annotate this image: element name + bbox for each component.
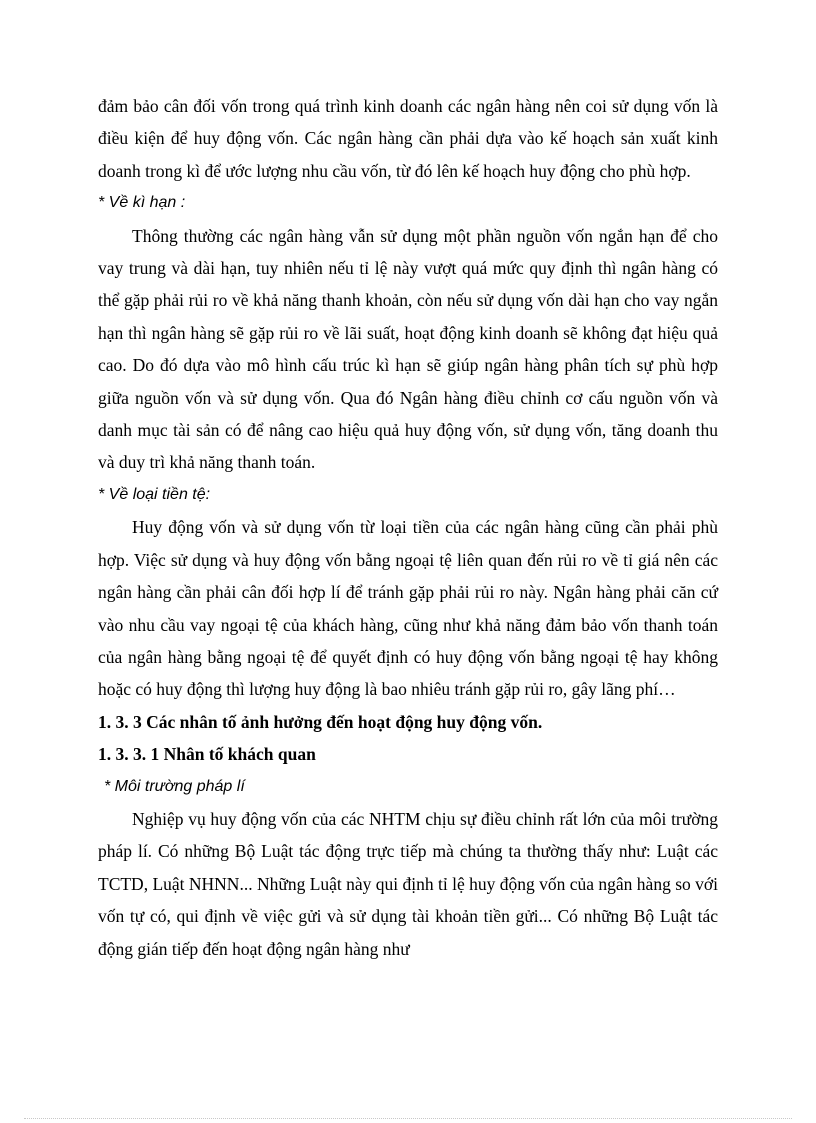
subheading-currency-type: * Về loại tiền tệ: — [98, 485, 211, 503]
section-heading-factors: 1. 3. 3 Các nhân tố ảnh hưởng đến hoạt động huy động vốn. — [98, 711, 543, 732]
paragraph-term: Thông thường các ngân hàng vẫn sử dụng một phần nguồn vốn ngắn hạn để cho vay trung và dài hạn, tuy nhiên nếu tỉ lệ này vượt quá mức quy định thì ngân hàng có thể gặp phải rủi ro về khả năng thanh khoản, còn nếu sử dụng vốn dài hạn cho vay ngắn hạn thì ngân hàng sẽ gặp rủi ro về lãi suất, hoạt động kinh doanh sẽ không đạt hiệu quả cao. Do đó dựa vào mô hình cấu trúc kì hạn sẽ giúp ngân hàng phân tích sự phù hợp giữa nguồn vốn và sử dụng vốn. Qua đó Ngân hàng điều chỉnh cơ cấu nguồn vốn và danh mục tài sản có để nâng cao hiệu quả huy động vốn, sử dụng vốn, tăng doanh thu và duy trì khả năng thanh toán. — [98, 225, 718, 473]
paragraph-currency-type: Huy động vốn và sử dụng vốn từ loại tiền của các ngân hàng cũng cần phải phù hợp. Việc sử dụng và huy động vốn bằng ngoại tệ liên quan đến rủi ro về tỉ giá nên các ngân hàng cần phải cân đối hợp lí để tránh gặp phải rủi ro này. Ngân hàng phải căn cứ vào nhu cầu vay ngoại tệ của khách hàng, cũng như khả năng đảm bảo vốn thanh toán của ngân hàng bằng ngoại tệ để quyết định có huy động vốn bằng ngoại tệ hay không hoặc có huy động thì lượng huy động là bao nhiêu tránh gặp rủi ro, gây lãng phí… — [98, 517, 718, 700]
page-bottom-divider — [24, 1118, 792, 1119]
paragraph-legal-environment: Nghiệp vụ huy động vốn của các NHTM chịu sự điều chỉnh rất lớn của môi trường pháp lí. Có những Bộ Luật tác động trực tiếp mà chúng ta thường thấy như: Luật các TCTD, Luật NHNN... Những Luật này qui định tỉ lệ huy động vốn của ngân hàng so với vốn tự có, qui định về việc gửi và sử dụng tài khoản tiền gửi... Có những Bộ Luật tác động gián tiếp đến hoạt động ngân hàng như — [98, 808, 718, 959]
subheading-legal-environment: * Môi trường pháp lí — [104, 777, 245, 795]
document-body — [98, 90, 718, 965]
section-heading-objective-factors: 1. 3. 3. 1 Nhân tố khách quan — [98, 744, 316, 765]
subheading-term: * Về kì hạn : — [98, 194, 186, 212]
paragraph-capital-balance: đảm bảo cân đối vốn trong quá trình kinh doanh các ngân hàng nên coi sử dụng vốn là điều kiện để huy động vốn. Các ngân hàng cần phải dựa vào kế hoạch sản xuất kinh doanh trong kì để ước lượng nhu cầu vốn, từ đó lên kế hoạch huy động cho phù hợp. — [98, 96, 718, 181]
